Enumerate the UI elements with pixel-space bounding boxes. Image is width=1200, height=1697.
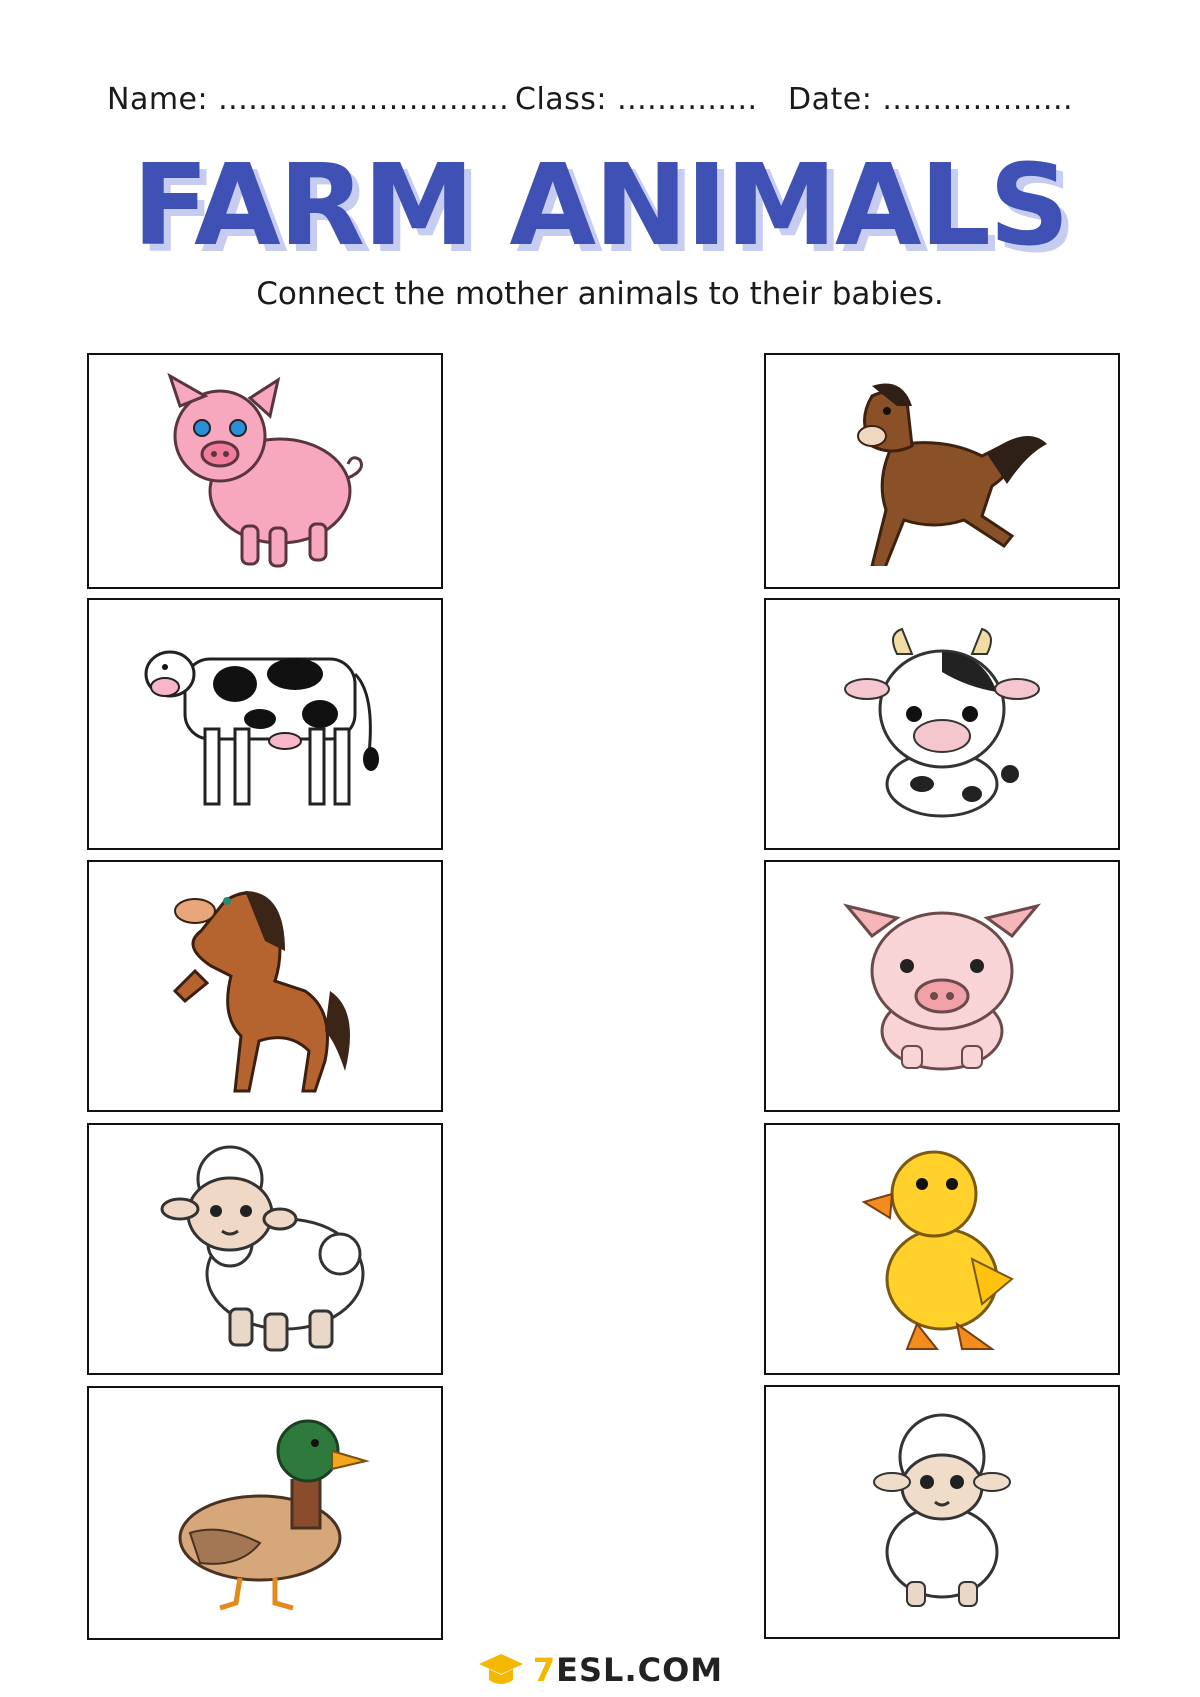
duck-icon — [160, 1413, 370, 1613]
baby-card-lamb[interactable] — [764, 1385, 1120, 1639]
calf-icon — [842, 624, 1042, 824]
date-field[interactable]: Date: ................... — [788, 82, 1074, 117]
mother-card-cow[interactable] — [87, 598, 443, 850]
pig-icon — [150, 366, 380, 576]
foal-icon — [832, 376, 1052, 566]
mother-card-pig[interactable] — [87, 353, 443, 589]
duckling-icon — [862, 1139, 1022, 1359]
horse-icon — [165, 871, 365, 1101]
page-title: FARM ANIMALS — [132, 141, 1068, 271]
baby-card-foal[interactable] — [764, 353, 1120, 589]
class-field[interactable]: Class: .............. — [515, 82, 758, 117]
brand-rest: ESL.COM — [556, 1651, 724, 1689]
brand-prefix: 7 — [532, 1651, 557, 1689]
lamb-icon — [867, 1412, 1017, 1612]
footer-logo[interactable] — [0, 1650, 1200, 1690]
piglet-icon — [842, 896, 1042, 1076]
graduation-cap-icon — [477, 1650, 525, 1690]
worksheet-header — [0, 82, 1200, 122]
sheep-icon — [150, 1139, 380, 1359]
mother-card-horse[interactable] — [87, 860, 443, 1112]
mother-card-duck[interactable] — [87, 1386, 443, 1640]
baby-card-calf[interactable] — [764, 598, 1120, 850]
brand-name — [533, 1651, 723, 1689]
instruction-text: Connect the mother animals to their babies. — [256, 276, 944, 312]
name-field[interactable]: Name: ............................. — [107, 82, 510, 117]
mother-card-sheep[interactable] — [87, 1123, 443, 1375]
baby-card-piglet[interactable] — [764, 860, 1120, 1112]
baby-card-duckling[interactable] — [764, 1123, 1120, 1375]
cow-icon — [135, 629, 395, 819]
